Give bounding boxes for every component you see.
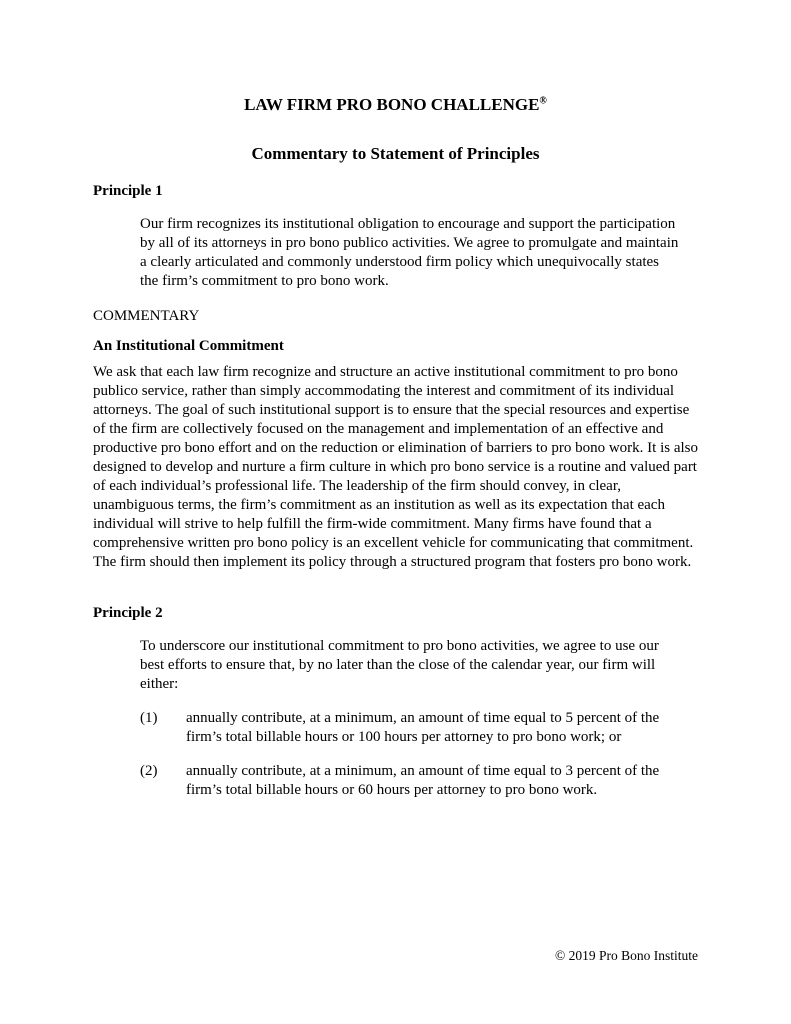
principle-1-heading: Principle 1 — [93, 183, 163, 199]
item-number: (1) — [140, 710, 158, 726]
page-title — [93, 95, 698, 115]
commentary-body: We ask that each law firm recognize and structure an active institutional commitment to pro bono publico service, rather than simply accommodating the interest and commitment of its individual attorneys. The goal of such institutional support is to ensure that the special resources and expertise of the firm are collectively focused on the management and implementation of an effective and productive pro bono effort and on the reduction or elimination of barriers to pro bono work. It is also designed to develop and nurture a firm culture in which pro bono service is a routine and valued part of each individual’s professional life. The leadership of the firm should convey, in clear, unambiguous terms, the firm’s commitment as an institution as well as its expectation that each individual will strive to help fulfill the firm-wide commitment. Many firms have found that a comprehensive written pro bono policy is an excellent vehicle for communicating that commitment. The firm should then implement its policy through a structured program that fosters pro bono work. — [93, 364, 698, 570]
list-item — [140, 709, 698, 747]
page-subtitle: Commentary to Statement of Principles — [251, 144, 540, 163]
page-title-text: LAW FIRM PRO BONO CHALLENGE — [244, 95, 540, 114]
commentary-label: COMMENTARY — [93, 308, 200, 324]
item-text: annually contribute, at a minimum, an amount of time equal to 3 percent of the firm’s total billable hours or 60 hours per attorney to pro bono work. — [186, 763, 660, 798]
list-item — [140, 762, 698, 800]
principle-1-statement: Our firm recognizes its institutional obligation to encourage and support the participation by all of its attorneys in pro bono publico activities. We agree to promulgate and maintain a clearly articulated and commonly understood firm policy which unequivocally states the firm’s commitment to pro bono work. — [140, 216, 679, 289]
item-number: (2) — [140, 763, 158, 779]
principle-2-statement: To underscore our institutional commitment to pro bono activities, we agree to use our best efforts to ensure that, by no later than the close of the calendar year, our firm will either: — [140, 638, 659, 692]
principle-2-heading: Principle 2 — [93, 605, 163, 621]
registered-trademark-mark: ® — [539, 95, 547, 107]
footer-copyright: © 2019 Pro Bono Institute — [554, 948, 698, 963]
commentary-heading: An Institutional Commitment — [93, 338, 284, 354]
item-text: annually contribute, at a minimum, an amount of time equal to 5 percent of the firm’s total billable hours or 100 hours per attorney to pro bono work; or — [186, 710, 660, 745]
